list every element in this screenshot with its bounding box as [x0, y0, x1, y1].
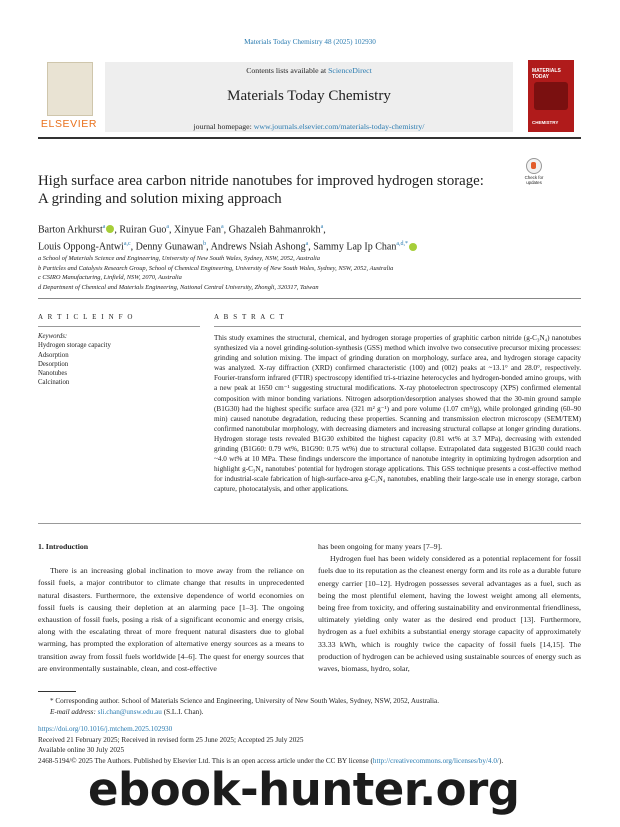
email-link[interactable]: sli.chan@unsw.edu.au: [97, 707, 162, 716]
author-name[interactable]: Sammy Lap Ip Chan: [313, 241, 397, 253]
author-name[interactable]: Ruiran Guo: [119, 224, 167, 236]
affiliation: a School of Materials Science and Engineering, University of New South Wales, Sydney, NSW, 2052, Australia: [38, 255, 320, 262]
journal-title: Materials Today Chemistry: [227, 88, 391, 104]
author-name[interactable]: Barton Arkhurst: [38, 224, 103, 236]
divider: [38, 298, 581, 299]
divider: [38, 523, 581, 524]
author-name[interactable]: Denny Gunawan: [135, 241, 204, 253]
keyword: Desorption: [38, 360, 69, 368]
email-line: E-mail address: sli.chan@unsw.edu.au (S.L.I. Chan).: [50, 707, 204, 716]
author-line-2: Louis Oppong-Antwi$^{a,c}$, Denny Gunawan$^b$, Andrews Nsiah Ashong$^a$, Sammy Lap Ip Chan$^{a,d,*}$: [38, 237, 581, 254]
license-link[interactable]: http://creativecommons.org/licenses/by/4.0/: [372, 756, 499, 765]
orcid-icon[interactable]: [409, 243, 417, 251]
abstract-text: This study examines the structural, chemical, and hydrogen storage properties of graphitic carbon nitride (g-C₃N₄) nanotubes synthesized via a novel grinding-solution-synthesis (GSS) method which involve two consecutive precursor mixing processes: grinding and solution mixing. The impact of grinding duration on morphology, surface area, and hydrogen storage capacity was analyzed. X-ray diffraction (XRD) confirmed characteristic (100) and (002) peaks at ~13.1° and 28.0°, respectively. Fourier-transform infrared (FTIR) spectroscopy identified tri-s-triazine heterocycles and hydrogen-bonded amino groups, with a new peak at 1650 cm⁻¹ suggesting structural modifications. X-ray photoelectron spectroscopy (XPS) confirmed elemental composition with minor bonding variations. Nitrogen adsorption/desorption analyses showed that the 30-min ground sample (B1G30) had the highest specific surface area (321 m² g⁻¹) and pore volume (1.07 cm³/g), while prolonged grinding (60–90 min) caused nanotube degradation, reducing these properties. Scanning and transmission electron microscopy (SEM/TEM) confirmed nanotubular morphology, with decreasing diameters and increasing structural collapse at longer grinding durations. Hydrogen storage tests revealed B1G30 exhibited the highest capacity (0.81 wt% at 3.7 MPa), decreasing with extended grinding (B1G60: 0.79 wt%, B1G90: 0.75 wt%) due to structural collapse. Extrapolated data suggested B1G30 could reach ~4.0 wt% at 10 MPa. These findings underscore the importance of nanotube integrity in optimizing hydrogen adsorption and highlight g-C₃N₄ nanotubes' potential for hydrogen storage applications. This GSS technique presents a cost-effective method for industrial-scale fabrication of high-surface-area g-C₃N₄ nanotubes, enabling their large-scale use in energy storage, carbon capture, photocatalysis, and other applications.: [214, 334, 581, 494]
divider: [214, 326, 581, 327]
article-title: High surface area carbon nitride nanotubes for improved hydrogen storage: A grinding and solution mixing approach: [38, 173, 484, 207]
body-column-left: [38, 541, 304, 675]
contents-line: Contents lists available at ScienceDirect: [246, 66, 372, 75]
doi-link[interactable]: https://doi.org/10.1016/j.mtchem.2025.102930: [38, 725, 173, 733]
author-name[interactable]: Xinyue Fan: [174, 224, 221, 236]
homepage-link[interactable]: www.journals.elsevier.com/materials-today-chemistry/: [253, 122, 425, 131]
paragraph-continued: has been ongoing for many years [7–9].: [318, 542, 443, 551]
divider: [38, 326, 200, 327]
elsevier-logo: [38, 62, 100, 134]
footnote: [38, 696, 581, 717]
keywords-block: [38, 332, 198, 388]
paragraph: There is an increasing global inclination to move away from the reliance on fossil fuels, a major contributor to climate change that results in unprecedented natural disasters. Furthermore, the extensive dependence of world economies on fossil fuels is causing their depletion at an alarming pace [1–3]. The ongoing exhaustion of fossil fuels, posing a risk of a significant economic and energy crisis, along with the escalating threat of more frequent natural disasters due to global warming, has prompted the exploration of alternative energy sources as a means to transition away from fossil fuels worldwide [4–6]. The quest for energy sources that are environmentally sustainable, clean, and cost-effective: [38, 566, 304, 673]
header-divider: [38, 137, 581, 139]
check-for-updates-button[interactable]: [518, 158, 550, 186]
affiliation: d Department of Chemical and Materials Engineering, National Central University, Zhongli, 320317, Taiwan: [38, 284, 319, 292]
author-line-1: Barton Arkhurst$^a$ , Ruiran Guo$^a$, Xinyue Fan$^a$, Ghazaleh Bahmanrokh$^a$,: [38, 224, 326, 236]
paragraph: Hydrogen fuel has been widely considered as a potential replacement for fossil fuels due to its reputation as the cleanest energy form and its role as a durable future energy carrier [10–12]. Hydrogen possesses several advantages as a fuel, such as being the most plentiful element, having the lowest weight among all elements, being free from toxicity, and offering sustainability and environmental friendliness, ultimately yielding only water as the desired end product [13]. Furthermore, hydrogen as a fuel exhibits a substantial energy storage capacity of approximately 33.33 kWh, which is roughly twice the capacity of fossil fuels [14,15]. The production of hydrogen can be achieved using sustainable sources of energy such as waves, biomass, hydro, solar,: [318, 554, 581, 674]
affiliation: c CSIRO Manufacturing, Linfield, NSW, 2070, Australia: [38, 274, 182, 282]
author-name[interactable]: Louis Oppong-Antwi: [38, 241, 124, 253]
cover-bottom-label: CHEMISTRY: [532, 120, 559, 125]
sciencedirect-link[interactable]: ScienceDirect: [328, 66, 372, 75]
keywords-heading: Keywords:: [38, 333, 68, 340]
watermark: ebook-hunter.org: [88, 763, 520, 816]
author-name[interactable]: Ghazaleh Bahmanrokh: [228, 224, 321, 236]
author-list: [38, 220, 581, 255]
journal-header: [38, 56, 581, 135]
homepage-line: journal homepage: www.journals.elsevier.com/materials-today-chemistry/: [193, 122, 425, 131]
publication-info: [38, 724, 598, 766]
tree-icon: [47, 62, 93, 116]
journal-cover[interactable]: [528, 60, 574, 132]
section-heading: 1. Introduction: [38, 542, 89, 551]
article-info-heading: A R T I C L E I N F O: [38, 313, 135, 321]
affiliation: b Particles and Catalysis Research Group, School of Chemical Engineering, University of New South Wales, Sydney, NSW, 2052, Australia: [38, 264, 394, 272]
keyword: Adsorption: [38, 351, 69, 359]
cover-image: [534, 82, 568, 110]
author-name[interactable]: Andrews Nsiah Ashong: [210, 241, 306, 253]
available-online: Available online 30 July 2025: [38, 746, 125, 754]
affiliations: [38, 254, 581, 293]
updates-icon: [526, 158, 542, 174]
body-column-right: [318, 541, 581, 675]
orcid-icon[interactable]: [106, 225, 114, 233]
footnote-divider: [38, 691, 76, 692]
keyword: Calcination: [38, 379, 70, 387]
journal-banner: [105, 62, 513, 132]
license-line: 2468-5194/© 2025 The Authors. Published by Elsevier Ltd. This is an open access article under the CC BY license (http://creativecommons.org/licenses/by/4.0/).: [38, 756, 504, 765]
journal-reference[interactable]: Materials Today Chemistry 48 (2025) 102930: [244, 38, 376, 46]
publisher-logo-text: ELSEVIER: [40, 118, 98, 130]
cover-title: MATERIALS TODAY: [532, 68, 561, 80]
received-dates: Received 21 February 2025; Received in revised form 25 June 2025; Accepted 25 July 2025: [38, 735, 304, 744]
abstract-heading: A B S T R A C T: [214, 313, 286, 321]
updates-label: Check for updates: [524, 175, 544, 185]
keyword: Hydrogen storage capacity: [38, 342, 111, 350]
corresponding-author-note: * Corresponding author. School of Materials Science and Engineering, University of New South Wales, Sydney, NSW, 2052, Australia.: [50, 697, 440, 705]
keyword: Nanotubes: [38, 370, 68, 378]
